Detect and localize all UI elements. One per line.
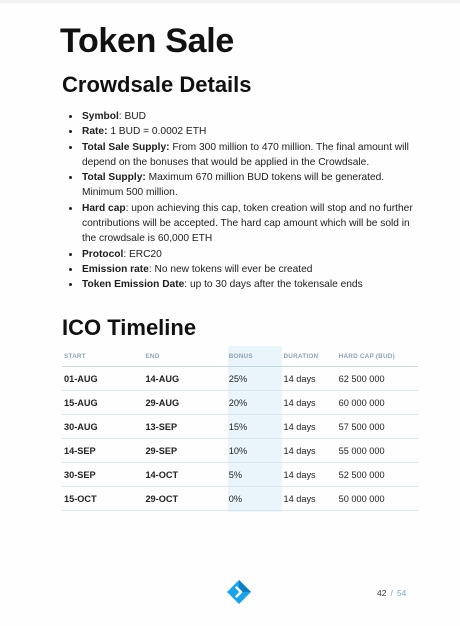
list-item bbox=[62, 262, 422, 277]
cell-start: 01-AUG bbox=[62, 367, 143, 391]
list-item-label: Protocol bbox=[82, 248, 124, 260]
ico-timeline-table bbox=[62, 346, 418, 511]
list-item-text: : BUD bbox=[118, 111, 146, 122]
crowdsale-details-list bbox=[62, 109, 422, 293]
column-header-end: END bbox=[143, 346, 226, 367]
list-item-text: : ERC20 bbox=[123, 248, 162, 260]
list-item bbox=[62, 140, 422, 171]
page-total: 54 bbox=[396, 588, 407, 598]
page-separator: / bbox=[390, 588, 393, 598]
table-row bbox=[62, 487, 418, 511]
cell-end: 29-OCT bbox=[143, 487, 226, 511]
list-item bbox=[62, 109, 422, 124]
column-header-hard-cap: HARD CAP (BUD) bbox=[337, 346, 418, 367]
list-item-label: Token Emission Date bbox=[82, 279, 185, 291]
column-header-start: START bbox=[62, 346, 143, 367]
cell-end: 14-OCT bbox=[143, 463, 226, 487]
cell-hard-cap: 50 000 000 bbox=[337, 487, 418, 511]
list-item-label: Rate: bbox=[82, 126, 108, 138]
cell-duration: 14 days bbox=[281, 439, 336, 463]
cell-end: 29-SEP bbox=[143, 439, 226, 463]
page-number bbox=[377, 588, 406, 598]
list-item-text: 1 BUD = 0.0002 ETH bbox=[107, 126, 207, 138]
chevron-right-icon bbox=[227, 580, 251, 604]
cell-bonus: 25% bbox=[227, 367, 282, 391]
list-item-text: : up to 30 days after the tokensale ends bbox=[184, 279, 363, 291]
cell-bonus: 5% bbox=[227, 463, 282, 487]
cell-duration: 14 days bbox=[281, 487, 336, 511]
cell-start: 15-OCT bbox=[62, 487, 143, 511]
cell-hard-cap: 60 000 000 bbox=[337, 391, 418, 415]
ico-timeline-table-wrap bbox=[62, 346, 418, 511]
cell-hard-cap: 55 000 000 bbox=[337, 439, 418, 463]
list-item-label: Total Supply: bbox=[82, 172, 146, 184]
list-item-text: : No new tokens will ever be created bbox=[148, 263, 313, 275]
table-row bbox=[62, 415, 418, 439]
list-item bbox=[62, 277, 422, 292]
list-item-text: Maximum 670 million BUD tokens will be generated. Minimum 500 million. bbox=[82, 172, 385, 199]
cell-hard-cap: 52 500 000 bbox=[337, 463, 418, 487]
cell-end: 29-AUG bbox=[143, 391, 226, 415]
table-row bbox=[62, 367, 418, 391]
list-item bbox=[62, 201, 422, 247]
cell-hard-cap: 62 500 000 bbox=[337, 367, 418, 391]
cell-end: 13-SEP bbox=[143, 415, 226, 439]
page-current: 42 bbox=[377, 588, 387, 598]
cell-start: 15-AUG bbox=[62, 391, 143, 415]
cell-bonus: 15% bbox=[227, 415, 282, 439]
crowdsale-heading: Crowdsale Details bbox=[62, 72, 252, 97]
list-item-label: Symbol bbox=[82, 111, 119, 122]
table-header-row bbox=[62, 346, 418, 367]
column-header-duration: DURATION bbox=[281, 346, 336, 367]
list-item-label: Emission rate bbox=[82, 263, 149, 275]
cell-hard-cap: 57 500 000 bbox=[337, 415, 418, 439]
list-item-text: : upon achieving this cap, token creation will stop and no further contributions will be accepted. The hard cap amount which will be sold in the crowdsale is 60,000 ETH bbox=[82, 202, 413, 245]
table-row bbox=[62, 439, 418, 463]
cell-duration: 14 days bbox=[281, 367, 336, 391]
table-row bbox=[62, 391, 418, 415]
cell-end: 14-AUG bbox=[143, 367, 226, 391]
page-top-edge bbox=[0, 0, 460, 3]
cell-start: 14-SEP bbox=[62, 439, 143, 463]
list-item bbox=[62, 170, 422, 201]
list-item-label: Total Sale Supply: bbox=[82, 141, 170, 153]
cell-duration: 14 days bbox=[281, 391, 336, 415]
cell-start: 30-SEP bbox=[62, 463, 143, 487]
cell-duration: 14 days bbox=[281, 463, 336, 487]
list-item bbox=[62, 247, 422, 262]
cell-bonus: 20% bbox=[227, 391, 282, 415]
cell-bonus: 10% bbox=[227, 439, 282, 463]
list-item bbox=[62, 124, 422, 139]
column-header-bonus: BONUS bbox=[227, 346, 282, 367]
cell-start: 30-AUG bbox=[62, 415, 143, 439]
list-item-text: From 300 million to 470 million. The final amount will depend on the bonuses that would be applied in the Crowdsale. bbox=[82, 141, 409, 168]
table-row bbox=[62, 463, 418, 487]
ico-timeline-heading: ICO Timeline bbox=[62, 315, 197, 340]
cell-duration: 14 days bbox=[281, 415, 336, 439]
page-title: Token Sale bbox=[60, 22, 234, 60]
list-item-label: Hard cap bbox=[82, 202, 126, 214]
cell-bonus: 0% bbox=[227, 487, 282, 511]
